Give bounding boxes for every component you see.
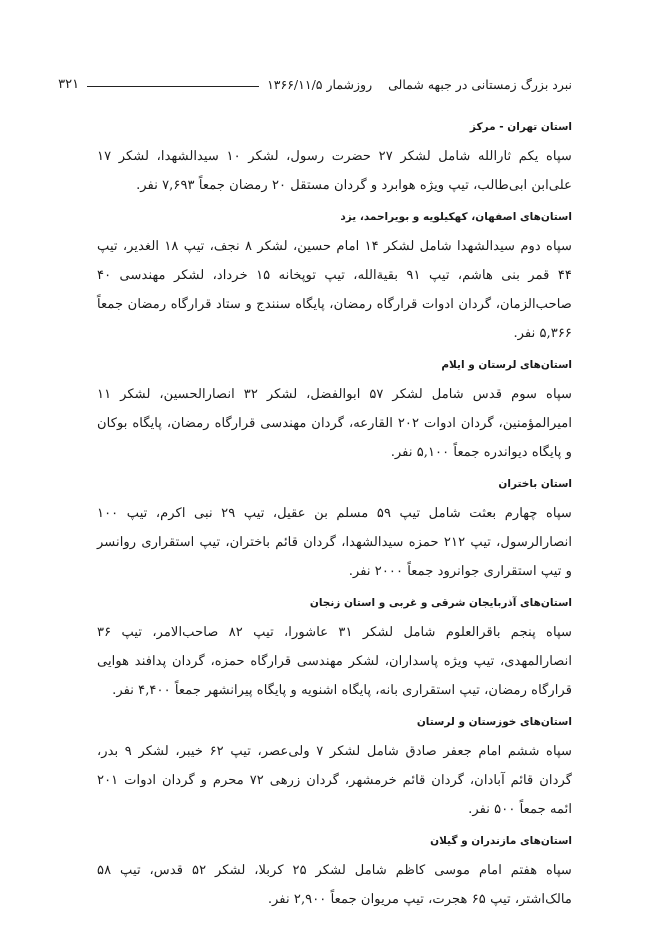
section-heading: استان‌های آذربایجان شرقی و غربی و استان زنجان	[309, 597, 572, 609]
book-title: نبرد بزرگ زمستانی در جبهه شمالی	[388, 77, 572, 92]
section-azarbaijan-zanjan	[97, 596, 572, 705]
document-page	[58, 70, 573, 924]
header-rule-left	[87, 86, 259, 87]
section-heading: استان‌های لرستان و ایلام	[441, 359, 572, 371]
section-lorestan-ilam	[97, 358, 572, 467]
section-heading: استان تهران - مرکز	[469, 121, 572, 133]
section-paragraph: سپاه چهارم بعثت شامل تیپ ۵۹ مسلم بن عقیل، تیپ ۲۹ نبی اکرم، تیپ ۱۰۰ انصارالرسول، تیپ ۲۱۲ حمزه سیدالشهدا، گردان قائم باختران، تیپ استقراری روانسر و تیپ استقراری جوانرود جمعاً ۲۰۰۰ نفر.	[97, 506, 572, 579]
section-paragraph: سپاه هفتم امام موسی کاظم شامل لشکر ۲۵ کربلا، لشکر ۵۲ قدس، تیپ ۵۸ مالک‌اشتر، تیپ ۶۵ هجرت، تیپ مریوان جمعاً ۲,۹۰۰ نفر.	[97, 863, 572, 907]
section-paragraph: سپاه ششم امام جعفر صادق شامل لشکر ۷ ولی‌عصر، تیپ ۶۲ خیبر، لشکر ۹ بدر، گردان قائم آبادان، گردان قائم خرمشهر، گردان زرهی ۷۲ محرم و گردان ادوات ۲۰۱ ائمه جمعاً ۵۰۰ نفر.	[97, 744, 573, 817]
section-tehran	[97, 120, 572, 200]
section-mazandaran-gilan	[97, 834, 572, 914]
section-heading: استان باختران	[498, 478, 572, 490]
running-header	[58, 70, 572, 92]
section-heading: استان‌های مازندران و گیلان	[430, 835, 572, 847]
section-heading: استان‌های خوزستان و لرستان	[416, 716, 572, 728]
journal-date: روزشمار ۱۳۶۶/۱۱/۵	[267, 77, 373, 92]
section-khuzestan	[97, 715, 572, 824]
page-content	[97, 120, 572, 914]
page-number: ۳۲۱	[58, 77, 80, 92]
section-bakhtaran	[97, 477, 572, 586]
section-paragraph: سپاه یکم ثارالله شامل لشکر ۲۷ حضرت رسول، لشکر ۱۰ سیدالشهدا، لشکر ۱۷ علی‌ابن ابی‌طالب، تیپ ویژه هوابرد و گردان مستقل ۲۰ رمضان جمعاً ۷,۶۹۳ نفر.	[97, 149, 572, 193]
section-paragraph: سپاه پنجم باقرالعلوم شامل لشکر ۳۱ عاشورا، تیپ ۸۲ صاحب‌الامر، تیپ ۳۶ انصارالمهدی، تیپ ویژه پاسداران، لشکر مهندسی قرارگاه حمزه، گردان پدافند هوایی قرارگاه رمضان، تیپ استقراری بانه، پایگاه اشنویه و پایگاه پیرانشهر جمعاً ۴,۴۰۰ نفر.	[97, 625, 572, 698]
section-paragraph: سپاه سوم قدس شامل لشکر ۵۷ ابوالفضل، لشکر ۳۲ انصارالحسین، لشکر ۱۱ امیرالمؤمنین، گردان ادوات ۲۰۲ القارعه، گردان مهندسی قرارگاه رمضان، پایگاه بوکان و پایگاه دیواندره جمعاً ۵,۱۰۰ نفر.	[97, 387, 572, 460]
section-paragraph: سپاه دوم سیدالشهدا شامل لشکر ۱۴ امام حسین، لشکر ۸ نجف، تیپ ۱۸ الغدیر، تیپ ۴۴ قمر بنی هاشم، تیپ ۹۱ بقیةالله، تیپ توپخانه ۱۵ خرداد، لشکر مهندسی ۴۰ صاحب‌الزمان، گردان ادوات قرارگاه رمضان، پایگاه سنندج و ستاد قرارگاه رمضان جمعاً ۵,۳۶۶ نفر.	[97, 239, 572, 341]
section-heading: استان‌های اصفهان، کهکیلویه و بویراحمد، یزد	[340, 211, 572, 223]
section-isfahan	[97, 210, 572, 348]
